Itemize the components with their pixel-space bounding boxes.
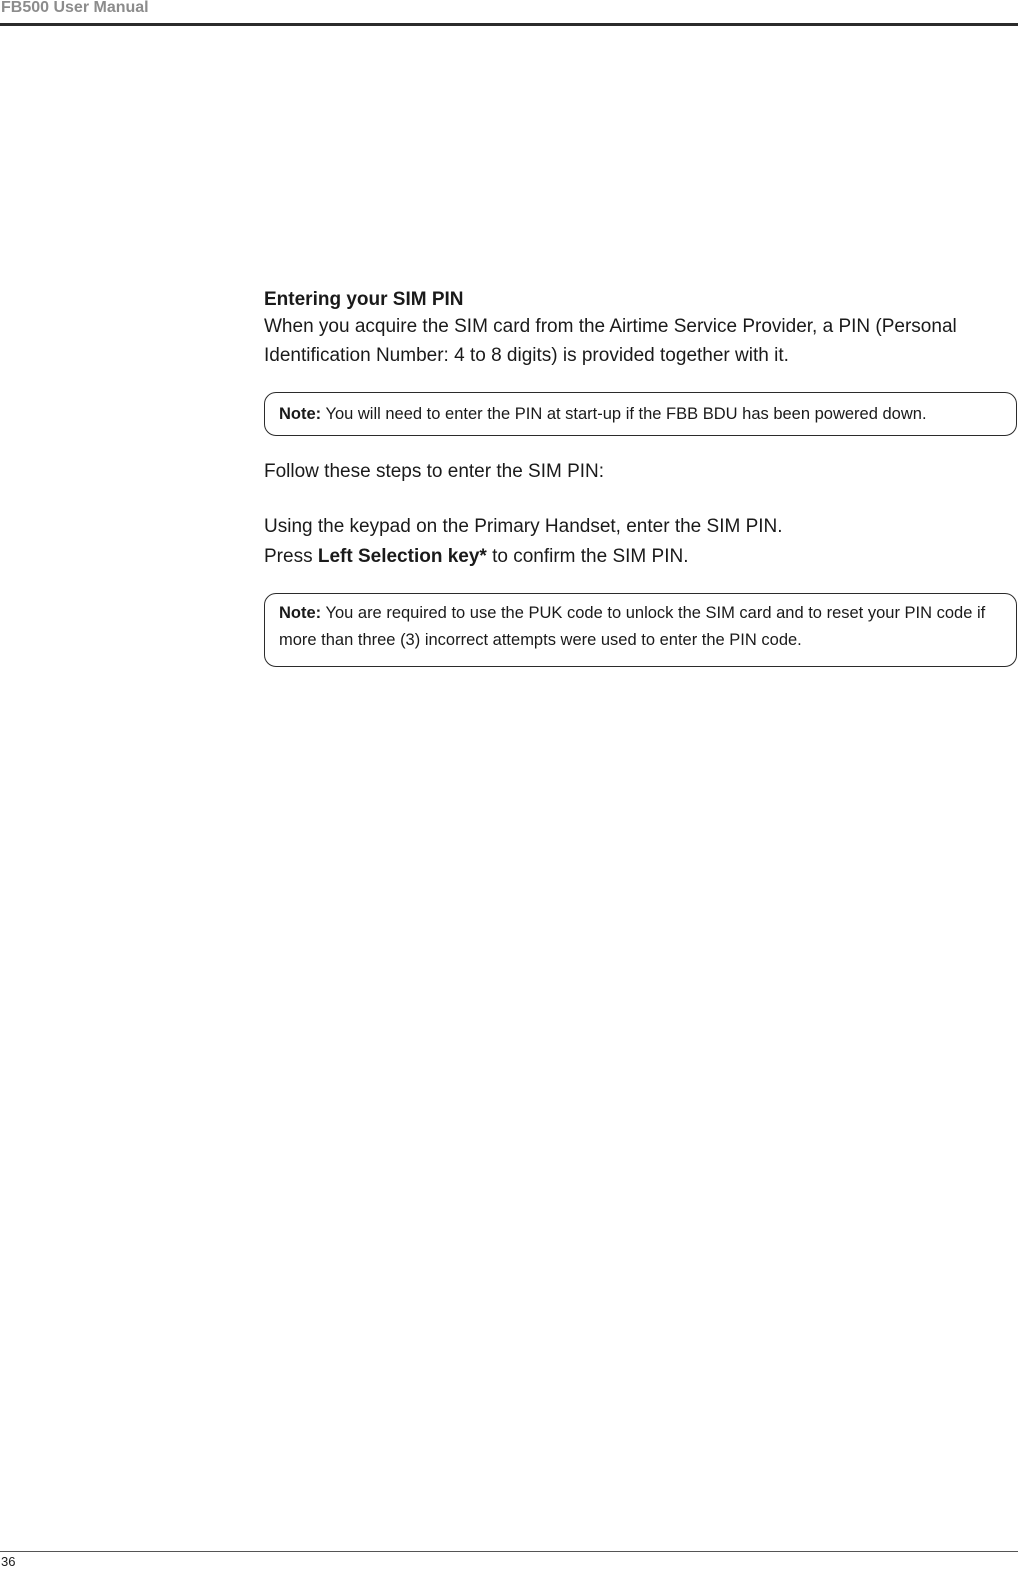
step-confirm-prefix: Press <box>264 546 318 567</box>
intro-paragraph-line-1: When you acquire the SIM card from the Airtime Service Provider, a PIN (Personal <box>264 316 957 337</box>
step-enter-pin: Using the keypad on the Primary Handset, enter the SIM PIN. <box>264 516 783 537</box>
note-box-puk <box>264 593 1017 667</box>
note-text: You are required to use the PUK code to unlock the SIM card and to reset your PIN code if more than three (3) incorrect attempts were used to enter the PIN code. <box>279 604 986 649</box>
step-confirm-suffix: to confirm the SIM PIN. <box>486 546 689 567</box>
footer-divider <box>0 1551 1018 1552</box>
step-confirm-pin <box>264 545 688 569</box>
note-text: You will need to enter the PIN at start-up if the FBB BDU has been powered down. <box>321 405 927 423</box>
note-box-powered-down <box>264 392 1017 436</box>
intro-paragraph-line-2: Identification Number: 4 to 8 digits) is provided together with it. <box>264 345 789 366</box>
page-number: 36 <box>1 1554 16 1569</box>
header-divider <box>0 23 1018 26</box>
steps-intro: Follow these steps to enter the SIM PIN: <box>264 461 605 482</box>
note-label: Note: <box>279 604 322 622</box>
page-header-title: FB500 User Manual <box>1 0 149 16</box>
left-selection-key-label: Left Selection key* <box>317 546 487 567</box>
note-label: Note: <box>279 405 322 423</box>
section-heading: Entering your SIM PIN <box>264 289 464 310</box>
